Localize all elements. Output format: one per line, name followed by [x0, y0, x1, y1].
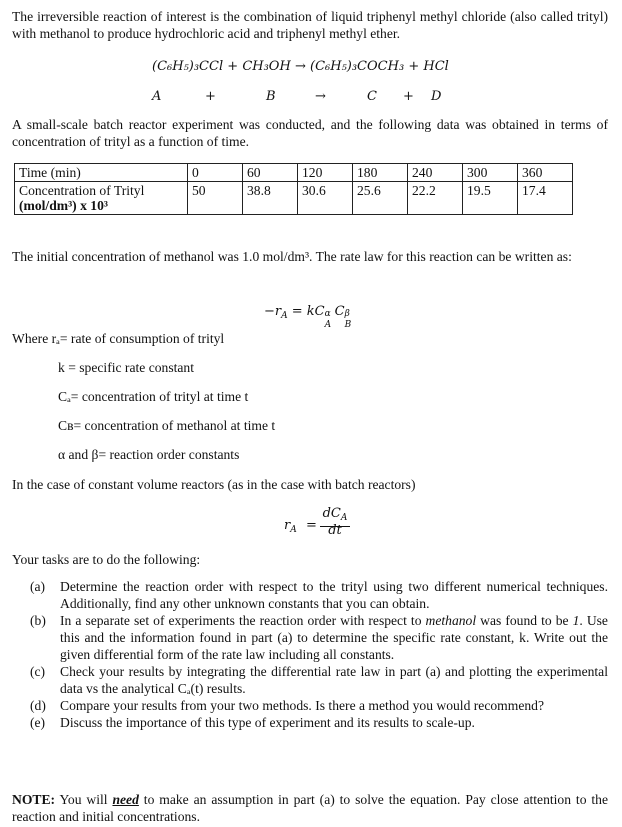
symbol-b: B — [266, 89, 276, 104]
emphasis-one: 1 — [572, 613, 580, 628]
definition-k: k = specific rate constant — [58, 360, 194, 375]
list-item — [30, 663, 608, 697]
task-label: (a) — [30, 579, 46, 594]
experiment-paragraph: A small-scale batch reactor experiment was conducted, and the following data was obtained in terms of concentration of trityl as a function of time. — [12, 117, 608, 149]
plus-sign: + — [408, 59, 420, 74]
table-cell: 38.8 — [243, 182, 298, 215]
table-header-concentration — [15, 182, 188, 215]
tasks-intro: Your tasks are to do the following: — [12, 552, 201, 567]
task-text: In a separate set of experiments the reaction order with respect to methanol was found to be 1. Use this and the information found in part (a) to determine the specific rate constant, k. Write out the given differential form of the rate law including all constants. — [60, 613, 608, 662]
emphasis-methanol: methanol — [425, 613, 477, 628]
table-cell: 19.5 — [463, 182, 518, 215]
reaction-equation — [152, 58, 572, 75]
product-ether: (C₆H₅)₃COCH₃ — [310, 59, 405, 74]
product-hcl: HCl — [423, 59, 449, 74]
tasks-list — [30, 578, 608, 731]
equals-sign: = — [291, 304, 303, 319]
definition-alpha-beta: α and β= reaction order constants — [58, 447, 240, 462]
list-item — [30, 714, 608, 731]
cb-sub: B — [344, 320, 352, 330]
table-cell: 240 — [408, 164, 463, 182]
table-row-concentration — [15, 182, 573, 215]
symbol-plus: + — [205, 89, 216, 104]
derivative-denominator: dt — [328, 523, 342, 538]
note-paragraph: NOTE: You will need to make an assumption in part (a) to solve the equation. Pay close attention to the reaction and initial concentrations. — [12, 792, 608, 824]
rate-law-lhs: −r — [264, 304, 282, 319]
reaction-arrow: → — [294, 59, 306, 74]
initial-concentration-paragraph: The initial concentration of methanol was 1.0 mol/dm³. The rate law for this reaction can be written as: — [12, 249, 572, 264]
task-text: Discuss the importance of this type of experiment and its results to scale-up. — [60, 715, 475, 730]
list-item — [30, 578, 608, 612]
symbol-c: C — [367, 89, 377, 104]
definition-ra: Where rₐ= rate of consumption of trityl — [12, 331, 225, 346]
definition-cb: Cʙ= concentration of methanol at time t — [58, 418, 276, 433]
rate-law-k: kC — [306, 304, 325, 319]
task-text: Check your results by integrating the differential rate law in part (a) and plotting the experimental data vs the analytical Cₐ(t) results. — [60, 664, 608, 696]
task-label: (b) — [30, 613, 46, 628]
symbol-d: D — [431, 89, 442, 104]
rate-law-cb: C — [334, 304, 345, 319]
table-cell: 360 — [518, 164, 573, 182]
table-header-time: Time (min) — [15, 164, 188, 182]
task-label: (d) — [30, 698, 46, 713]
table-header-units: (mol/dm³) x 10³ — [19, 198, 108, 213]
table-cell: 180 — [353, 164, 408, 182]
table-cell: 50 — [188, 182, 243, 215]
list-item — [30, 612, 608, 663]
constant-volume-paragraph: In the case of constant volume reactors (as in the case with batch reactors) — [12, 477, 416, 492]
alpha-exponent: α — [324, 309, 331, 319]
plus-sign: + — [227, 59, 239, 74]
equals-sign: = — [306, 518, 317, 533]
table-cell: 30.6 — [298, 182, 353, 215]
derivative-lhs: $r_A$ — [284, 518, 297, 535]
reactant-methanol: CH₃OH — [242, 59, 291, 74]
task-text: Determine the reaction order with respect to the trityl using two different numerical techniques. Additionally, find any other unknown constants that you can obtain. — [60, 579, 608, 611]
table-row-time — [15, 164, 573, 182]
rate-law-lhs-sub: A — [281, 311, 288, 321]
table-cell: 60 — [243, 164, 298, 182]
intro-paragraph: The irreversible reaction of interest is the combination of liquid triphenyl methyl chloride (also called trityl) with methanol to produce hydrochloric acid and triphenyl methyl ether. — [12, 9, 608, 41]
table-cell: 25.6 — [353, 182, 408, 215]
list-item — [30, 697, 608, 714]
definitions-block — [12, 330, 608, 475]
symbol-a: A — [152, 89, 162, 104]
task-text: Compare your results from your two methods. Is there a method you would recommend? — [60, 698, 544, 713]
task-label: (c) — [30, 664, 46, 679]
table-cell: 0 — [188, 164, 243, 182]
table-cell: 17.4 — [518, 182, 573, 215]
derivative-numerator: $dC_A$ — [320, 506, 350, 527]
ca-sub: A — [324, 320, 332, 330]
rate-law-equation — [264, 303, 355, 330]
symbol-plus: + — [403, 89, 414, 104]
table-cell: 22.2 — [408, 182, 463, 215]
note-label: NOTE: — [12, 792, 56, 807]
table-cell: 120 — [298, 164, 353, 182]
beta-exponent: β — [344, 309, 350, 319]
task-label: (e) — [30, 715, 46, 730]
table-header-concentration-line1: Concentration of Trityl — [19, 183, 145, 198]
reactant-trityl: (C₆H₅)₃CCl — [152, 59, 224, 74]
definition-ca: Cₐ= concentration of trityl at time t — [58, 389, 249, 404]
symbol-arrow: → — [315, 89, 326, 104]
table-cell: 300 — [463, 164, 518, 182]
emphasis-need: need — [112, 792, 139, 807]
data-table — [14, 163, 573, 215]
